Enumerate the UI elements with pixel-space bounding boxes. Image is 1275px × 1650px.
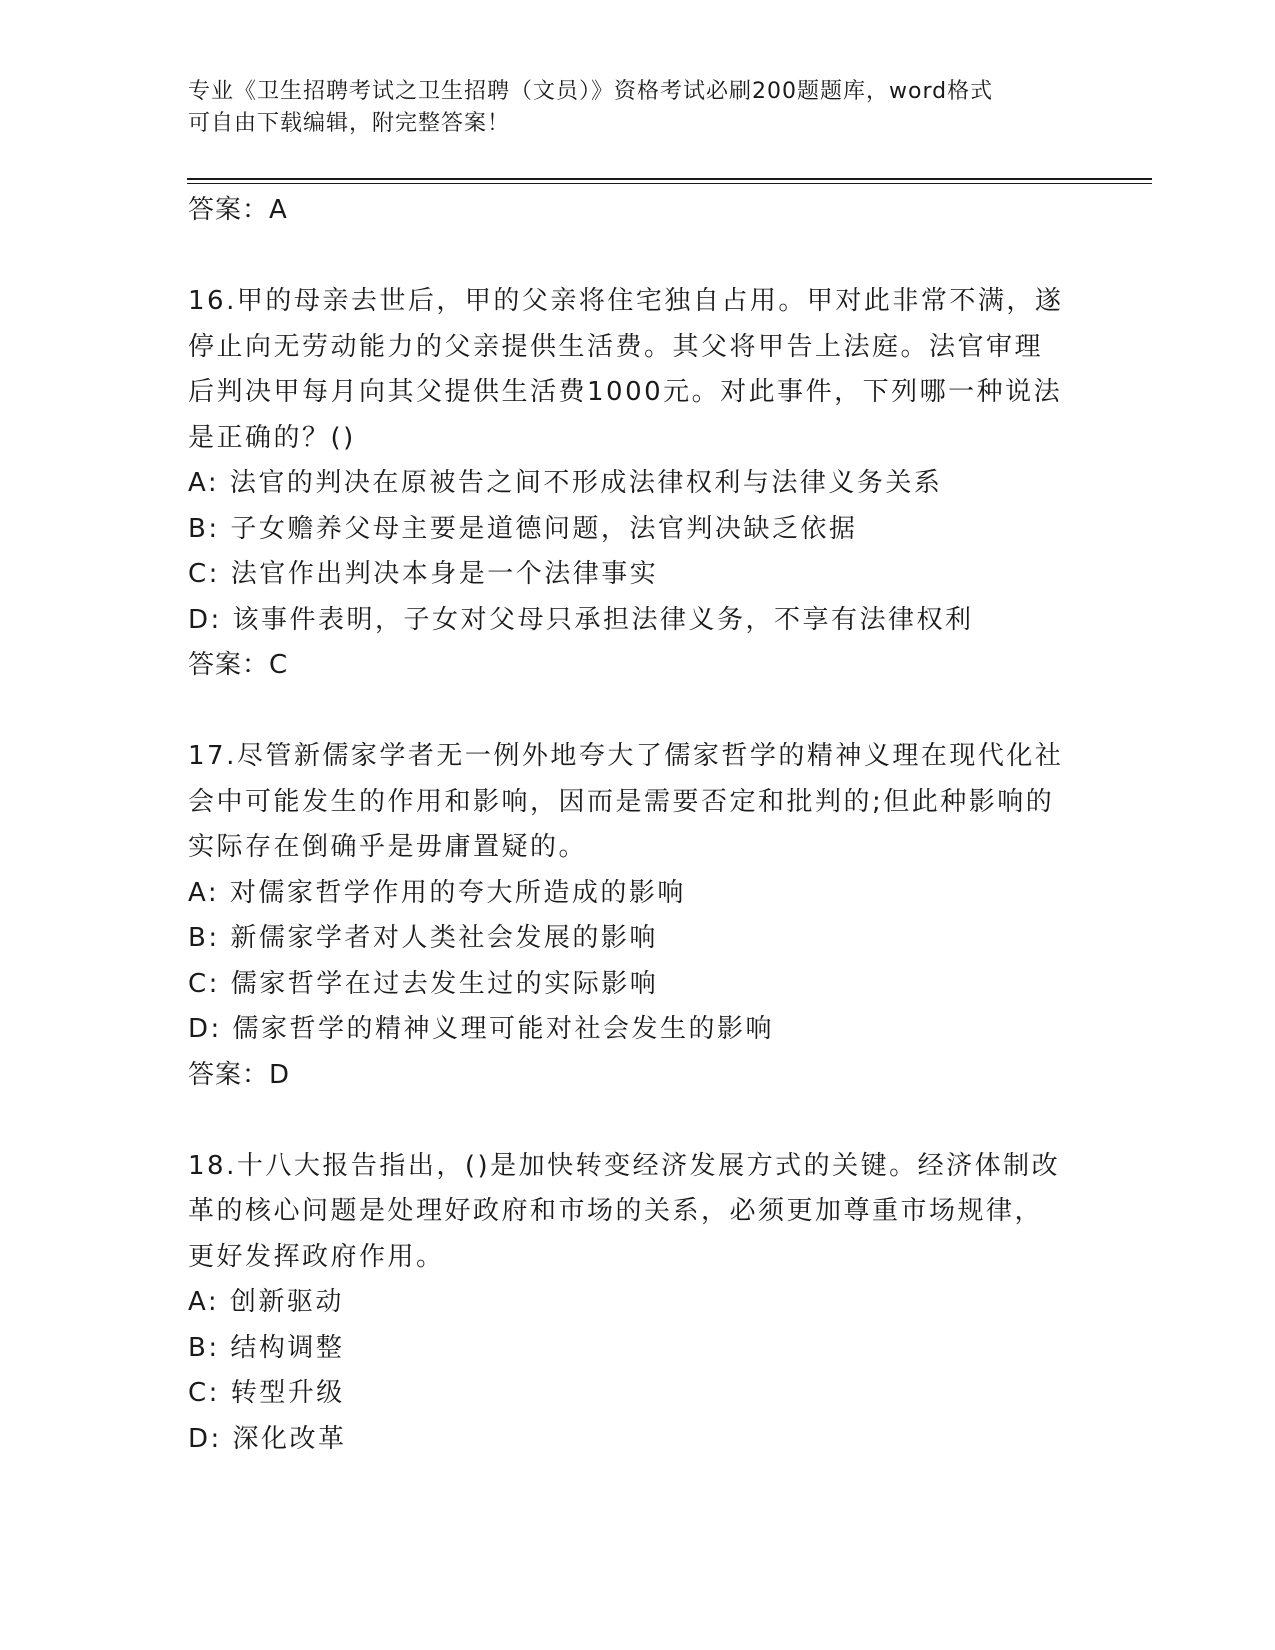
option-a bbox=[188, 1280, 1078, 1326]
answer-label: 答案： bbox=[188, 195, 270, 225]
question-stem-line: 实际存在倒确乎是毋庸置疑的。 bbox=[188, 832, 588, 862]
option-text: 儒家哲学的精神义理可能对社会发生的影响 bbox=[232, 1014, 775, 1044]
option-text: 深化改革 bbox=[232, 1423, 347, 1454]
option-c bbox=[188, 1371, 1078, 1417]
header-line-1: 专业《卫生招聘考试之卫生招聘（文员）》资格考试必刷200题题库，word格式 bbox=[188, 79, 994, 104]
option-d bbox=[188, 1007, 1078, 1053]
option-text: 对儒家哲学作用的夸大所造成的影响 bbox=[229, 877, 686, 908]
question-stem-line: 革的核心问题是处理好政府和市场的关系，必须更加尊重市场规律， bbox=[188, 1196, 1044, 1226]
question-17 bbox=[188, 734, 1078, 1098]
question-18 bbox=[188, 1144, 1078, 1463]
question-body bbox=[188, 188, 1078, 1462]
question-16 bbox=[188, 279, 1078, 689]
question-stem-line: 更好发挥政府作用。 bbox=[188, 1241, 445, 1272]
previous-answer bbox=[188, 188, 1078, 234]
answer-label: 答案： bbox=[188, 650, 270, 680]
answer-value: D bbox=[269, 1059, 291, 1090]
question-stem-line: 17.尽管新儒家学者无一例外地夸大了儒家哲学的精神义理在现代化社 bbox=[188, 741, 1064, 771]
option-b bbox=[188, 916, 1078, 962]
answer-value: C bbox=[269, 650, 289, 680]
option-text: 转型升级 bbox=[230, 1378, 345, 1408]
question-stem-line: 停止向无劳动能力的父亲提供生活费。其父将甲告上法庭。法官审理 bbox=[188, 331, 1044, 362]
option-text: 子女赡养父母主要是道德问题，法官判决缺乏依据 bbox=[230, 513, 858, 544]
option-b bbox=[188, 507, 1078, 553]
option-text: 该事件表明，子女对父母只承担法律义务，不享有法律权利 bbox=[232, 604, 974, 635]
header-divider-thick bbox=[187, 178, 1152, 180]
option-key: B: bbox=[188, 513, 220, 544]
option-key: A: bbox=[188, 468, 220, 498]
option-key: C: bbox=[188, 968, 220, 999]
option-key: D: bbox=[188, 604, 222, 635]
question-answer bbox=[188, 1053, 1078, 1099]
question-stem-line: 18.十八大报告指出，()是加快转变经济发展方式的关键。经济体制改 bbox=[188, 1150, 1061, 1181]
option-text: 创新驱动 bbox=[229, 1287, 344, 1317]
option-d bbox=[188, 598, 1078, 644]
question-stem-line: 是正确的？() bbox=[188, 422, 356, 453]
option-a bbox=[188, 871, 1078, 917]
option-key: D: bbox=[188, 1423, 222, 1454]
question-stem-line: 后判决甲每月向其父提供生活费1000元。对此事件，下列哪一种说法 bbox=[188, 377, 1063, 407]
question-stem-line: 会中可能发生的作用和影响，因而是需要否定和批判的;但此种影响的 bbox=[188, 786, 1055, 817]
header-line-2: 可自由下载编辑，附完整答案！ bbox=[188, 111, 511, 136]
question-stem-line: 16.甲的母亲去世后，甲的父亲将住宅独自占用。甲对此非常不满，遂 bbox=[188, 286, 1064, 316]
document-header bbox=[188, 76, 1068, 140]
option-text: 儒家哲学在过去发生过的实际影响 bbox=[230, 968, 659, 999]
option-key: B: bbox=[188, 1332, 220, 1363]
option-key: C: bbox=[188, 1378, 220, 1408]
option-key: A: bbox=[188, 877, 220, 908]
option-key: C: bbox=[188, 559, 220, 589]
option-a bbox=[188, 461, 1078, 507]
option-text: 结构调整 bbox=[230, 1332, 345, 1363]
answer-value: A bbox=[269, 195, 288, 225]
option-b bbox=[188, 1326, 1078, 1372]
option-key: D: bbox=[188, 1014, 222, 1044]
option-text: 新儒家学者对人类社会发展的影响 bbox=[230, 923, 658, 953]
option-text: 法官作出判决本身是一个法律事实 bbox=[230, 559, 659, 589]
question-answer bbox=[188, 643, 1078, 689]
option-text: 法官的判决在原被告之间不形成法律权利与法律义务关系 bbox=[229, 468, 943, 498]
option-d bbox=[188, 1417, 1078, 1463]
answer-label: 答案： bbox=[188, 1059, 270, 1090]
option-c bbox=[188, 962, 1078, 1008]
option-c bbox=[188, 552, 1078, 598]
header-divider-thin bbox=[187, 183, 1152, 184]
option-key: B: bbox=[188, 923, 220, 953]
option-key: A: bbox=[188, 1287, 220, 1317]
